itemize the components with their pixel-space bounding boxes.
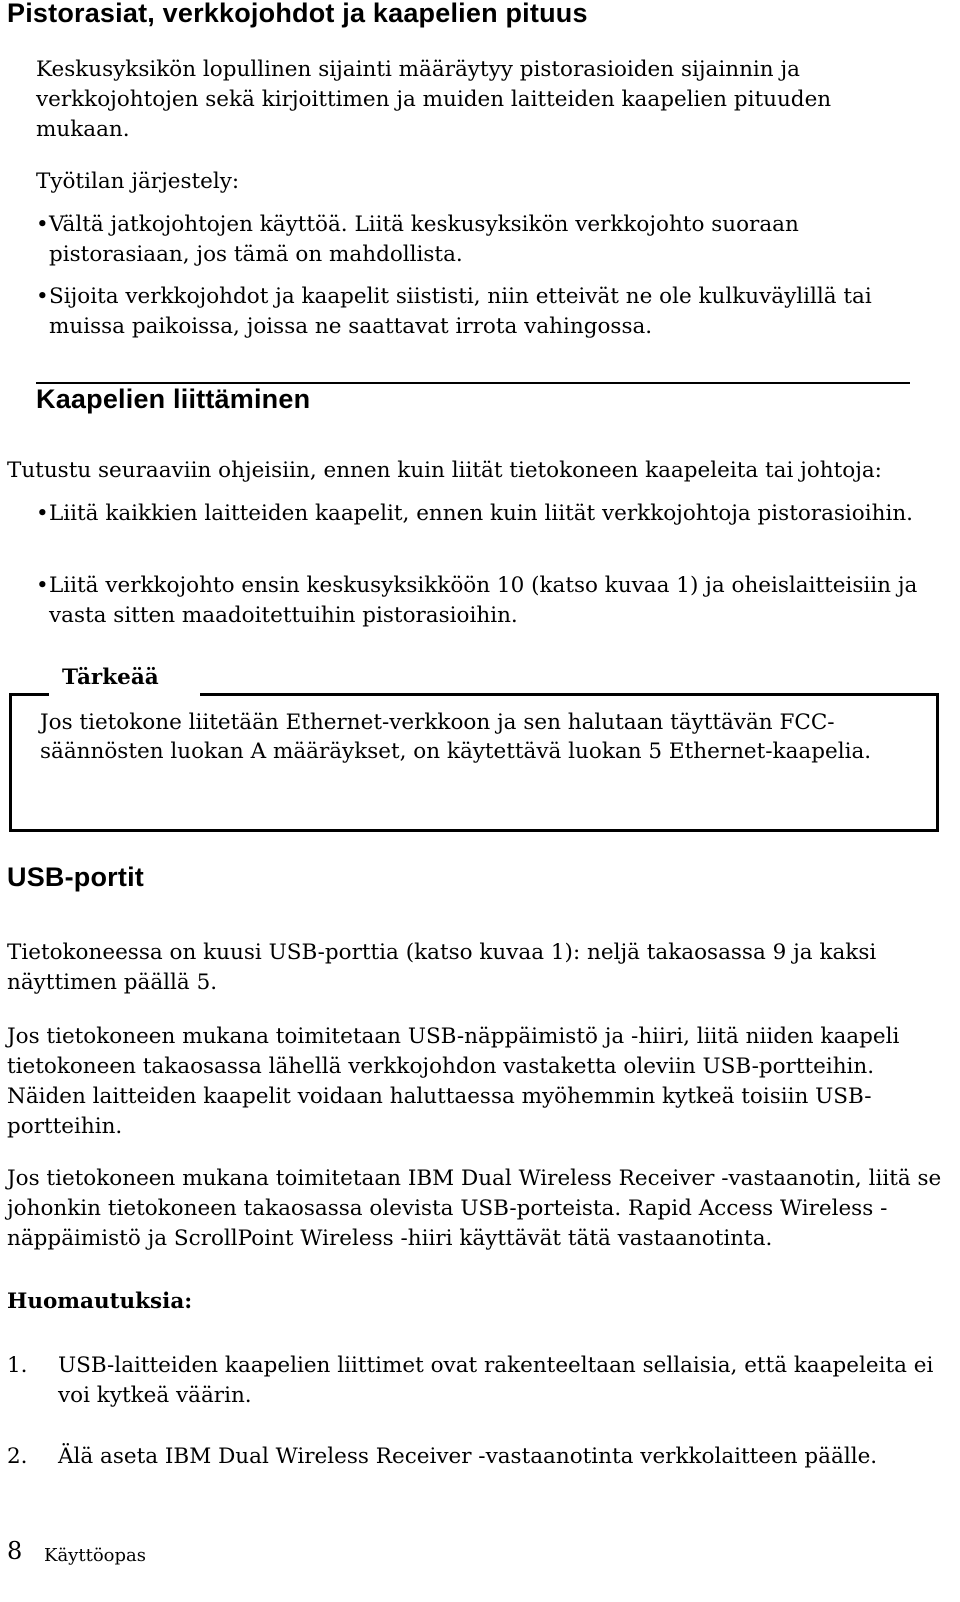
note-number: 1.: [7, 1353, 28, 1378]
important-note-title: Tärkeää: [62, 665, 159, 690]
important-note-text: Jos tietokone liitetään Ethernet-verkkoon ja sen halutaan täyttävän FCC-säännösten luokan A määräykset, on käytettävä luokan 5 Ethernet-kaapelia.: [40, 710, 872, 764]
section-heading-usb: USB-portit: [7, 862, 144, 892]
notes-heading: Huomautuksia:: [7, 1289, 193, 1314]
bullet-text: Liitä kaikkien laitteiden kaapelit, ennen kuin liität verkkojohtoja pistorasioihin.: [49, 501, 914, 526]
bullet-icon: •: [36, 501, 49, 526]
usb-paragraph-1: Tietokoneessa on kuusi USB-porttia (katso kuvaa 1): neljä takaosassa 9 ja kaksi näyttimen päällä 5.: [7, 940, 877, 995]
note-text: USB-laitteiden kaapelien liittimet ovat rakenteeltaan sellaisia, että kaapeleita ei voi kytkeä väärin.: [58, 1353, 934, 1408]
section-heading-outlets: Pistorasiat, verkkojohdot ja kaapelien pituus: [7, 0, 588, 28]
usb-paragraph-2: Jos tietokoneen mukana toimitetaan USB-näppäimistö ja -hiiri, liitä niiden kaapeli tietokoneen takaosassa lähellä verkkojohdon vastaketta oleviin USB-portteihin. Näiden laitteiden kaapelit voidaan haluttaessa myöhemmin kytkeä toisiin USB-portteihin.: [7, 1024, 900, 1139]
note-number: 2.: [7, 1444, 28, 1469]
note-text: Älä aseta IBM Dual Wireless Receiver -vastaanotinta verkkolaitteen päälle.: [58, 1444, 878, 1469]
section-heading-cables: Kaapelien liittäminen: [36, 384, 311, 414]
bullet-text: Vältä jatkojohtojen käyttöä. Liitä keskusyksikön verkkojohto suoraan pistorasiaan, jos tämä on mahdollista.: [49, 212, 799, 267]
note-box-top-border-left: [9, 693, 49, 696]
usb-paragraph-3: Jos tietokoneen mukana toimitetaan IBM Dual Wireless Receiver -vastaanotin, liitä se johonkin tietokoneen takaosassa olevista USB-porteista. Rapid Access Wireless -näppäimistö ja ScrollPoint Wireless -hiiri käyttävät tätä vastaanotinta.: [7, 1166, 942, 1251]
page-number: 8: [7, 1537, 23, 1565]
outlets-intro-paragraph: Keskusyksikön lopullinen sijainti määräytyy pistorasioiden sijainnin ja verkkojohtojen sekä kirjoittimen ja muiden laitteiden kaapelien pituuden mukaan.: [36, 57, 832, 142]
book-title: Käyttöopas: [44, 1545, 146, 1566]
cables-intro-paragraph: Tutustu seuraaviin ohjeisiin, ennen kuin liität tietokoneen kaapeleita tai johtoja:: [7, 458, 882, 483]
note-box-top-border-right: [200, 693, 939, 696]
bullet-text: Sijoita verkkojohdot ja kaapelit siististi, niin etteivät ne ole kulkuväylillä tai muissa paikoissa, joissa ne saattavat irrota vahingossa.: [49, 284, 872, 339]
bullet-icon: •: [36, 573, 49, 598]
workspace-label: Työtilan järjestely:: [36, 169, 240, 194]
bullet-icon: •: [36, 212, 49, 237]
bullet-text: Liitä verkkojohto ensin keskusyksikköön 10 (katso kuvaa 1) ja oheislaitteisiin ja vasta sitten maadoitettuihin pistorasioihin.: [49, 573, 918, 628]
bullet-icon: •: [36, 284, 49, 309]
